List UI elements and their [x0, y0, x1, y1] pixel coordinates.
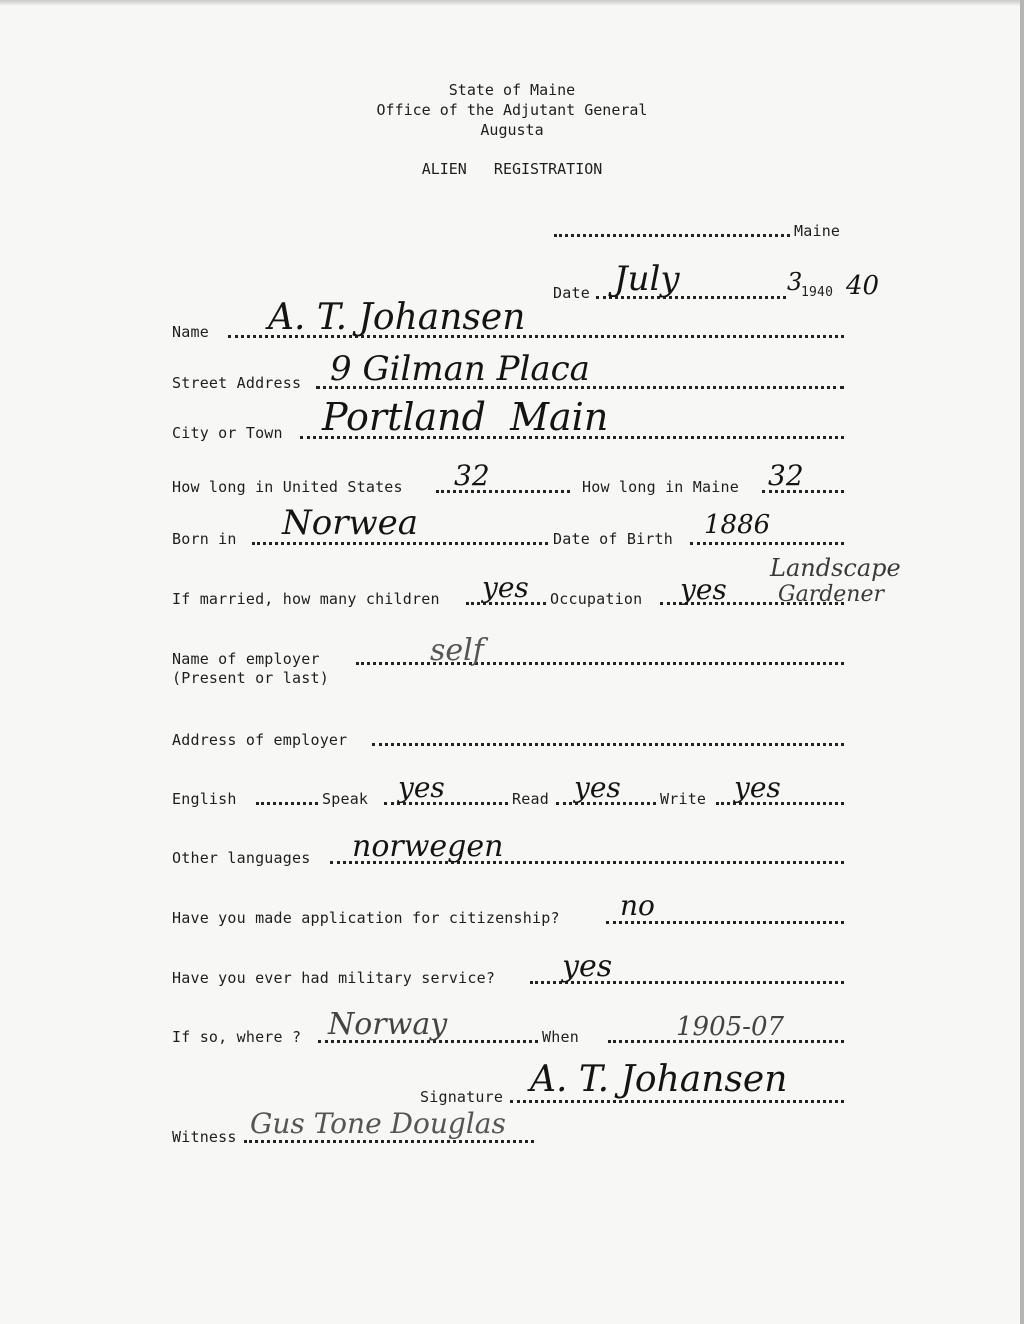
date-year-prefix: 1940: [801, 285, 834, 300]
speak-hw: yes: [398, 771, 445, 804]
signature-line: [510, 1100, 844, 1103]
when-label: When: [542, 1028, 579, 1046]
dob-label: Date of Birth: [553, 530, 673, 548]
city-label: City or Town: [172, 424, 283, 442]
languages-label: Other languages: [172, 849, 311, 867]
citizenship-hw: no: [620, 889, 655, 922]
occupation-hw: yes: [680, 573, 727, 606]
where-hw: Norway: [328, 1007, 448, 1042]
city-hw: Portland Main: [322, 395, 609, 439]
street-label: Street Address: [172, 374, 302, 392]
occupation-note-2-hw: Gardener: [778, 582, 885, 607]
military-label: Have you ever had military service?: [172, 969, 496, 987]
born-hw: Norwea: [282, 503, 418, 543]
english-line: [256, 802, 318, 805]
date-month-hw: July: [614, 259, 680, 299]
header-city: Augusta: [480, 121, 544, 139]
employer-label: Name of employer: [172, 650, 320, 668]
when-hw: 1905-07: [676, 1012, 785, 1042]
children-label: If married, how many children: [172, 590, 440, 608]
location-line: [554, 234, 790, 237]
us-years-hw: 32: [454, 459, 490, 492]
employer-address-label: Address of employer: [172, 731, 348, 749]
employer-label-2: (Present or last): [172, 669, 329, 687]
signature-hw: A. T. Johansen: [530, 1059, 788, 1100]
write-label: Write: [660, 790, 707, 808]
dob-hw: 1886: [704, 510, 771, 540]
employer-address-line: [372, 743, 844, 746]
read-hw: yes: [574, 771, 621, 804]
where-label: If so, where ?: [172, 1028, 302, 1046]
dob-line: [690, 542, 844, 545]
name-hw: A. T. Johansen: [268, 297, 526, 338]
children-hw: yes: [482, 571, 529, 604]
signature-label: Signature: [420, 1088, 504, 1106]
witness-hw: Gus Tone Douglas: [250, 1107, 506, 1140]
witness-label: Witness: [172, 1128, 237, 1146]
witness-line: [244, 1140, 534, 1143]
name-label: Name: [172, 323, 209, 341]
street-hw: 9 Gilman Placa: [330, 349, 590, 389]
read-label: Read: [512, 790, 549, 808]
location-suffix: Maine: [794, 222, 841, 240]
military-hw: yes: [562, 949, 613, 984]
write-hw: yes: [734, 771, 781, 804]
date-day-hw: 3: [787, 268, 803, 296]
occupation-note-1-hw: Landscape: [770, 554, 901, 582]
occupation-label: Occupation: [550, 590, 643, 608]
header-state: State of Maine: [448, 81, 576, 99]
maine-years-label: How long in Maine: [582, 478, 739, 496]
languages-hw: norwegen: [352, 829, 504, 864]
maine-years-hw: 32: [768, 459, 804, 492]
citizenship-label: Have you made application for citizenship?: [172, 909, 560, 927]
english-label: English: [172, 790, 237, 808]
form-title: ALIEN REGISTRATION: [421, 160, 603, 178]
date-year-hw: 40: [846, 271, 880, 301]
us-years-label: How long in United States: [172, 478, 403, 496]
born-label: Born in: [172, 530, 237, 548]
header-office: Office of the Adjutant General: [376, 101, 648, 119]
date-label: Date: [553, 284, 590, 302]
speak-label: Speak: [322, 790, 369, 808]
employer-hw: self: [430, 633, 484, 668]
